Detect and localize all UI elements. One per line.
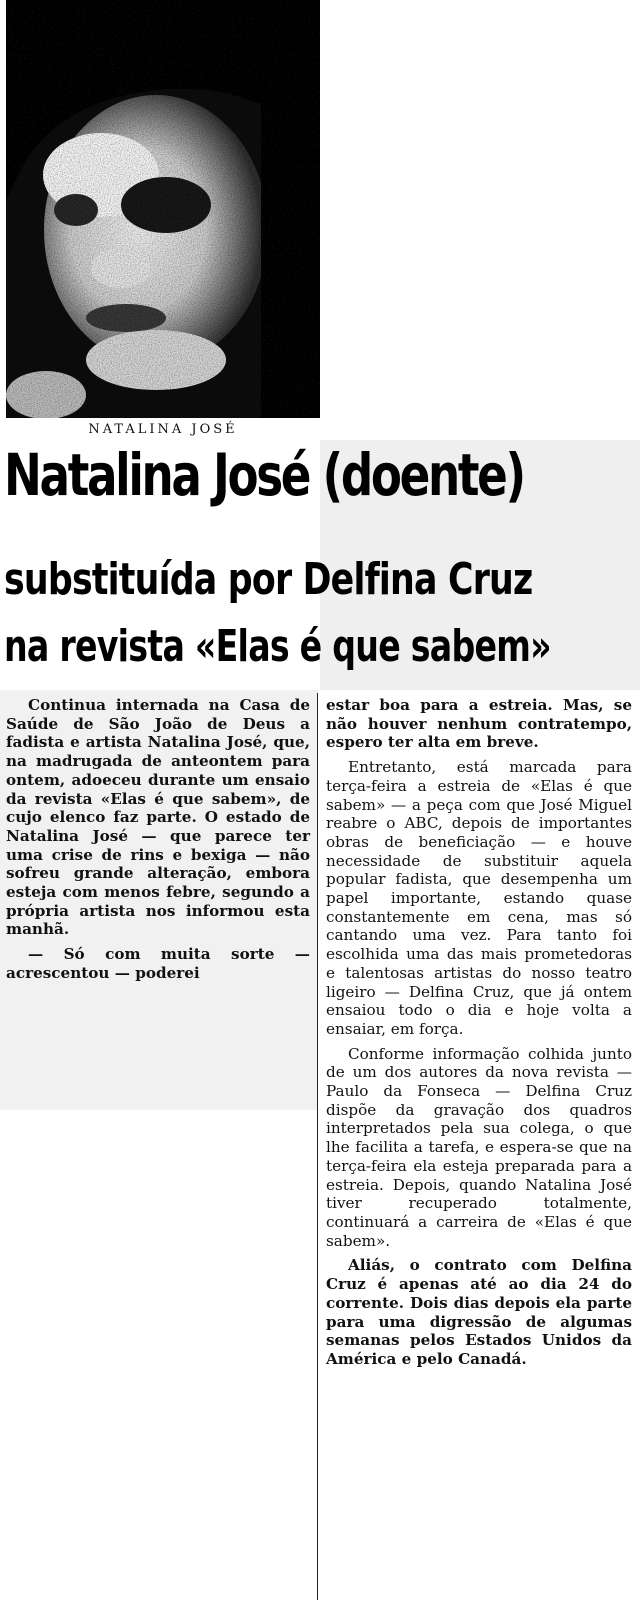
article-paragraph: — Só com muita sorte — acrescentou — poderei (6, 945, 310, 982)
article-paragraph: Aliás, o contrato com Delfina Cruz é apenas até ao dia 24 do corrente. Dois dias depois ela parte para uma digressão de algumas semanas pelos Estados Unidos da América e pelo Canadá. (326, 1256, 632, 1368)
portrait-photo (6, 0, 320, 418)
column-divider (317, 693, 318, 1600)
article-column-right (326, 696, 632, 1375)
headline-main: Natalina José (doente) (4, 441, 524, 509)
headline-sub-2: na revista «Elas é que sabem» (4, 621, 551, 672)
photo-caption: NATALINA JOSÉ (88, 422, 238, 437)
headline-sub-1: substituída por Delfina Cruz (4, 554, 533, 605)
article-paragraph: Conforme informação colhida junto de um dos autores da nova revista — Paulo da Fonseca — Delfina Cruz dispõe da gravação dos quadros interpretados pela sua colega, o que lhe facilita a tarefa, e espera-se que na terça-feira ela esteja preparada para a estreia. Depois, quando Natalina José tiver recuperado totalmente, continuará a carreira de «Elas é que sabem». (326, 1044, 632, 1250)
article-paragraph: Continua internada na Casa de Saúde de São João de Deus a fadista e artista Natalina José, que, na madrugada de anteontem para ontem, adoeceu durante um ensaio da revista «Elas é que sabem», de cujo elenco faz parte. O estado de Natalina José — que parece ter uma crise de rins e bexiga — não sofreu grande alteração, embora esteja com menos febre, segundo a própria artista nos informou esta manhã. (6, 696, 310, 939)
article-paragraph: estar boa para a estreia. Mas, se não houver nenhum contratempo, espero ter alta em breve. (326, 696, 632, 752)
portrait-image (6, 0, 320, 418)
article-column-left (6, 696, 310, 989)
article-paragraph: Entretanto, está marcada para terça-feira a estreia de «Elas é que sabem» — a peça com que José Miguel reabre o ABC, depois de importantes obras de beneficiação — e houve necessidade de substituir aquela popular fadista, que desempenha um papel importante, estando quase constantemente em cena, mas só cantando uma vez. Para tanto foi escolhida uma das mais prometedoras e talentosas artistas do nosso teatro ligeiro — Delfina Cruz, que já ontem ensaiou todo o dia e hoje volta a ensaiar, em força. (326, 758, 632, 1038)
